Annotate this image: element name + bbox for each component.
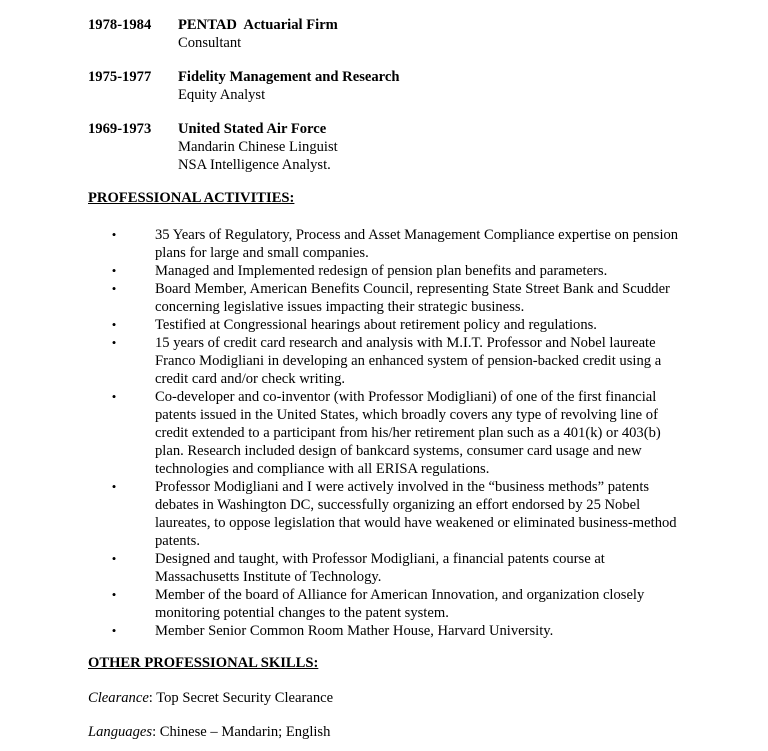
- languages-line: [88, 723, 330, 741]
- job-employer: United Stated Air Force: [178, 121, 327, 137]
- activity-text: Board Member, American Benefits Council, representing State Street Bank and Scudder concerning legislative issues impacting their strategic business.: [155, 281, 670, 315]
- activity-text: Designed and taught, with Professor Modigliani, a financial patents course at Massachusetts Institute of Technology.: [155, 551, 605, 585]
- bullet-icon: •: [111, 335, 117, 350]
- bullet-icon: •: [111, 479, 117, 494]
- job-role: Mandarin Chinese Linguist: [178, 139, 338, 155]
- activity-text: Testified at Congressional hearings about retirement policy and regulations.: [155, 317, 597, 333]
- professional-activities-heading: PROFESSIONAL ACTIVITIES:: [88, 190, 295, 206]
- bullet-icon: •: [111, 227, 117, 242]
- list-item: [88, 262, 688, 280]
- job-info: [178, 120, 338, 174]
- bullet-icon: •: [111, 317, 117, 332]
- clearance-value: : Top Secret Security Clearance: [148, 690, 334, 706]
- activity-text: 15 years of credit card research and analysis with M.I.T. Professor and Nobel laureate Franco Modigliani in developing an enhanced system of pension-backed credit using a credit card and/or check writing.: [155, 335, 662, 387]
- activity-text: 35 Years of Regulatory, Process and Asset Management Compliance expertise on pension plans for large and small companies.: [155, 227, 679, 261]
- job-role: Consultant: [178, 35, 242, 51]
- job-info: [178, 68, 399, 104]
- bullet-icon: •: [111, 551, 117, 566]
- list-item: [88, 586, 688, 622]
- languages-value: : Chinese – Mandarin; English: [152, 724, 331, 740]
- job-role: Equity Analyst: [178, 87, 266, 103]
- bullet-icon: •: [111, 263, 117, 278]
- activity-text: Member of the board of Alliance for American Innovation, and organization closely monitoring potential changes to the patent system.: [155, 587, 645, 621]
- clearance-line: [88, 689, 333, 707]
- bullet-icon: •: [111, 623, 117, 638]
- list-item: [88, 226, 688, 262]
- list-item: [88, 316, 688, 334]
- bullet-icon: •: [111, 281, 117, 296]
- job-role: NSA Intelligence Analyst.: [178, 157, 331, 173]
- activity-text: Co-developer and co-inventor (with Professor Modigliani) of one of the first financial patents issued in the United States, which broadly covers any type of revolving line of credit extended to a participant from his/her retirement plan such as a 401(k) or 403(b) plan. Research included design of bankcard systems, consumer card usage and new technologies and compliance with all ERISA regulations.: [155, 389, 661, 477]
- job-info: [178, 16, 338, 52]
- list-item: [88, 334, 688, 388]
- job-years: 1975-1977: [88, 69, 152, 85]
- list-item: [88, 388, 688, 478]
- list-item: [88, 280, 688, 316]
- job-years: 1969-1973: [88, 121, 152, 137]
- job-employer: PENTAD Actuarial Firm: [178, 17, 338, 33]
- languages-label: Languages: [88, 724, 153, 740]
- list-item: [88, 622, 688, 640]
- list-item: [88, 478, 688, 550]
- activity-text: Member Senior Common Room Mather House, Harvard University.: [155, 623, 554, 639]
- bullet-icon: •: [111, 389, 117, 404]
- list-item: [88, 550, 688, 586]
- job-years: 1978-1984: [88, 17, 152, 33]
- clearance-label: Clearance: [88, 690, 149, 706]
- activity-text: Managed and Implemented redesign of pension plan benefits and parameters.: [155, 263, 608, 279]
- bullet-icon: •: [111, 587, 117, 602]
- professional-activities-list: [88, 226, 688, 640]
- job-employer: Fidelity Management and Research: [178, 69, 400, 85]
- other-skills-heading: OTHER PROFESSIONAL SKILLS:: [88, 655, 319, 671]
- activity-text: Professor Modigliani and I were actively involved in the “business methods” patents debates in Washington DC, successfully organizing an effort endorsed by 25 Nobel laureates, to oppose legislation that would have weakened or eliminated business-method patents.: [155, 479, 677, 549]
